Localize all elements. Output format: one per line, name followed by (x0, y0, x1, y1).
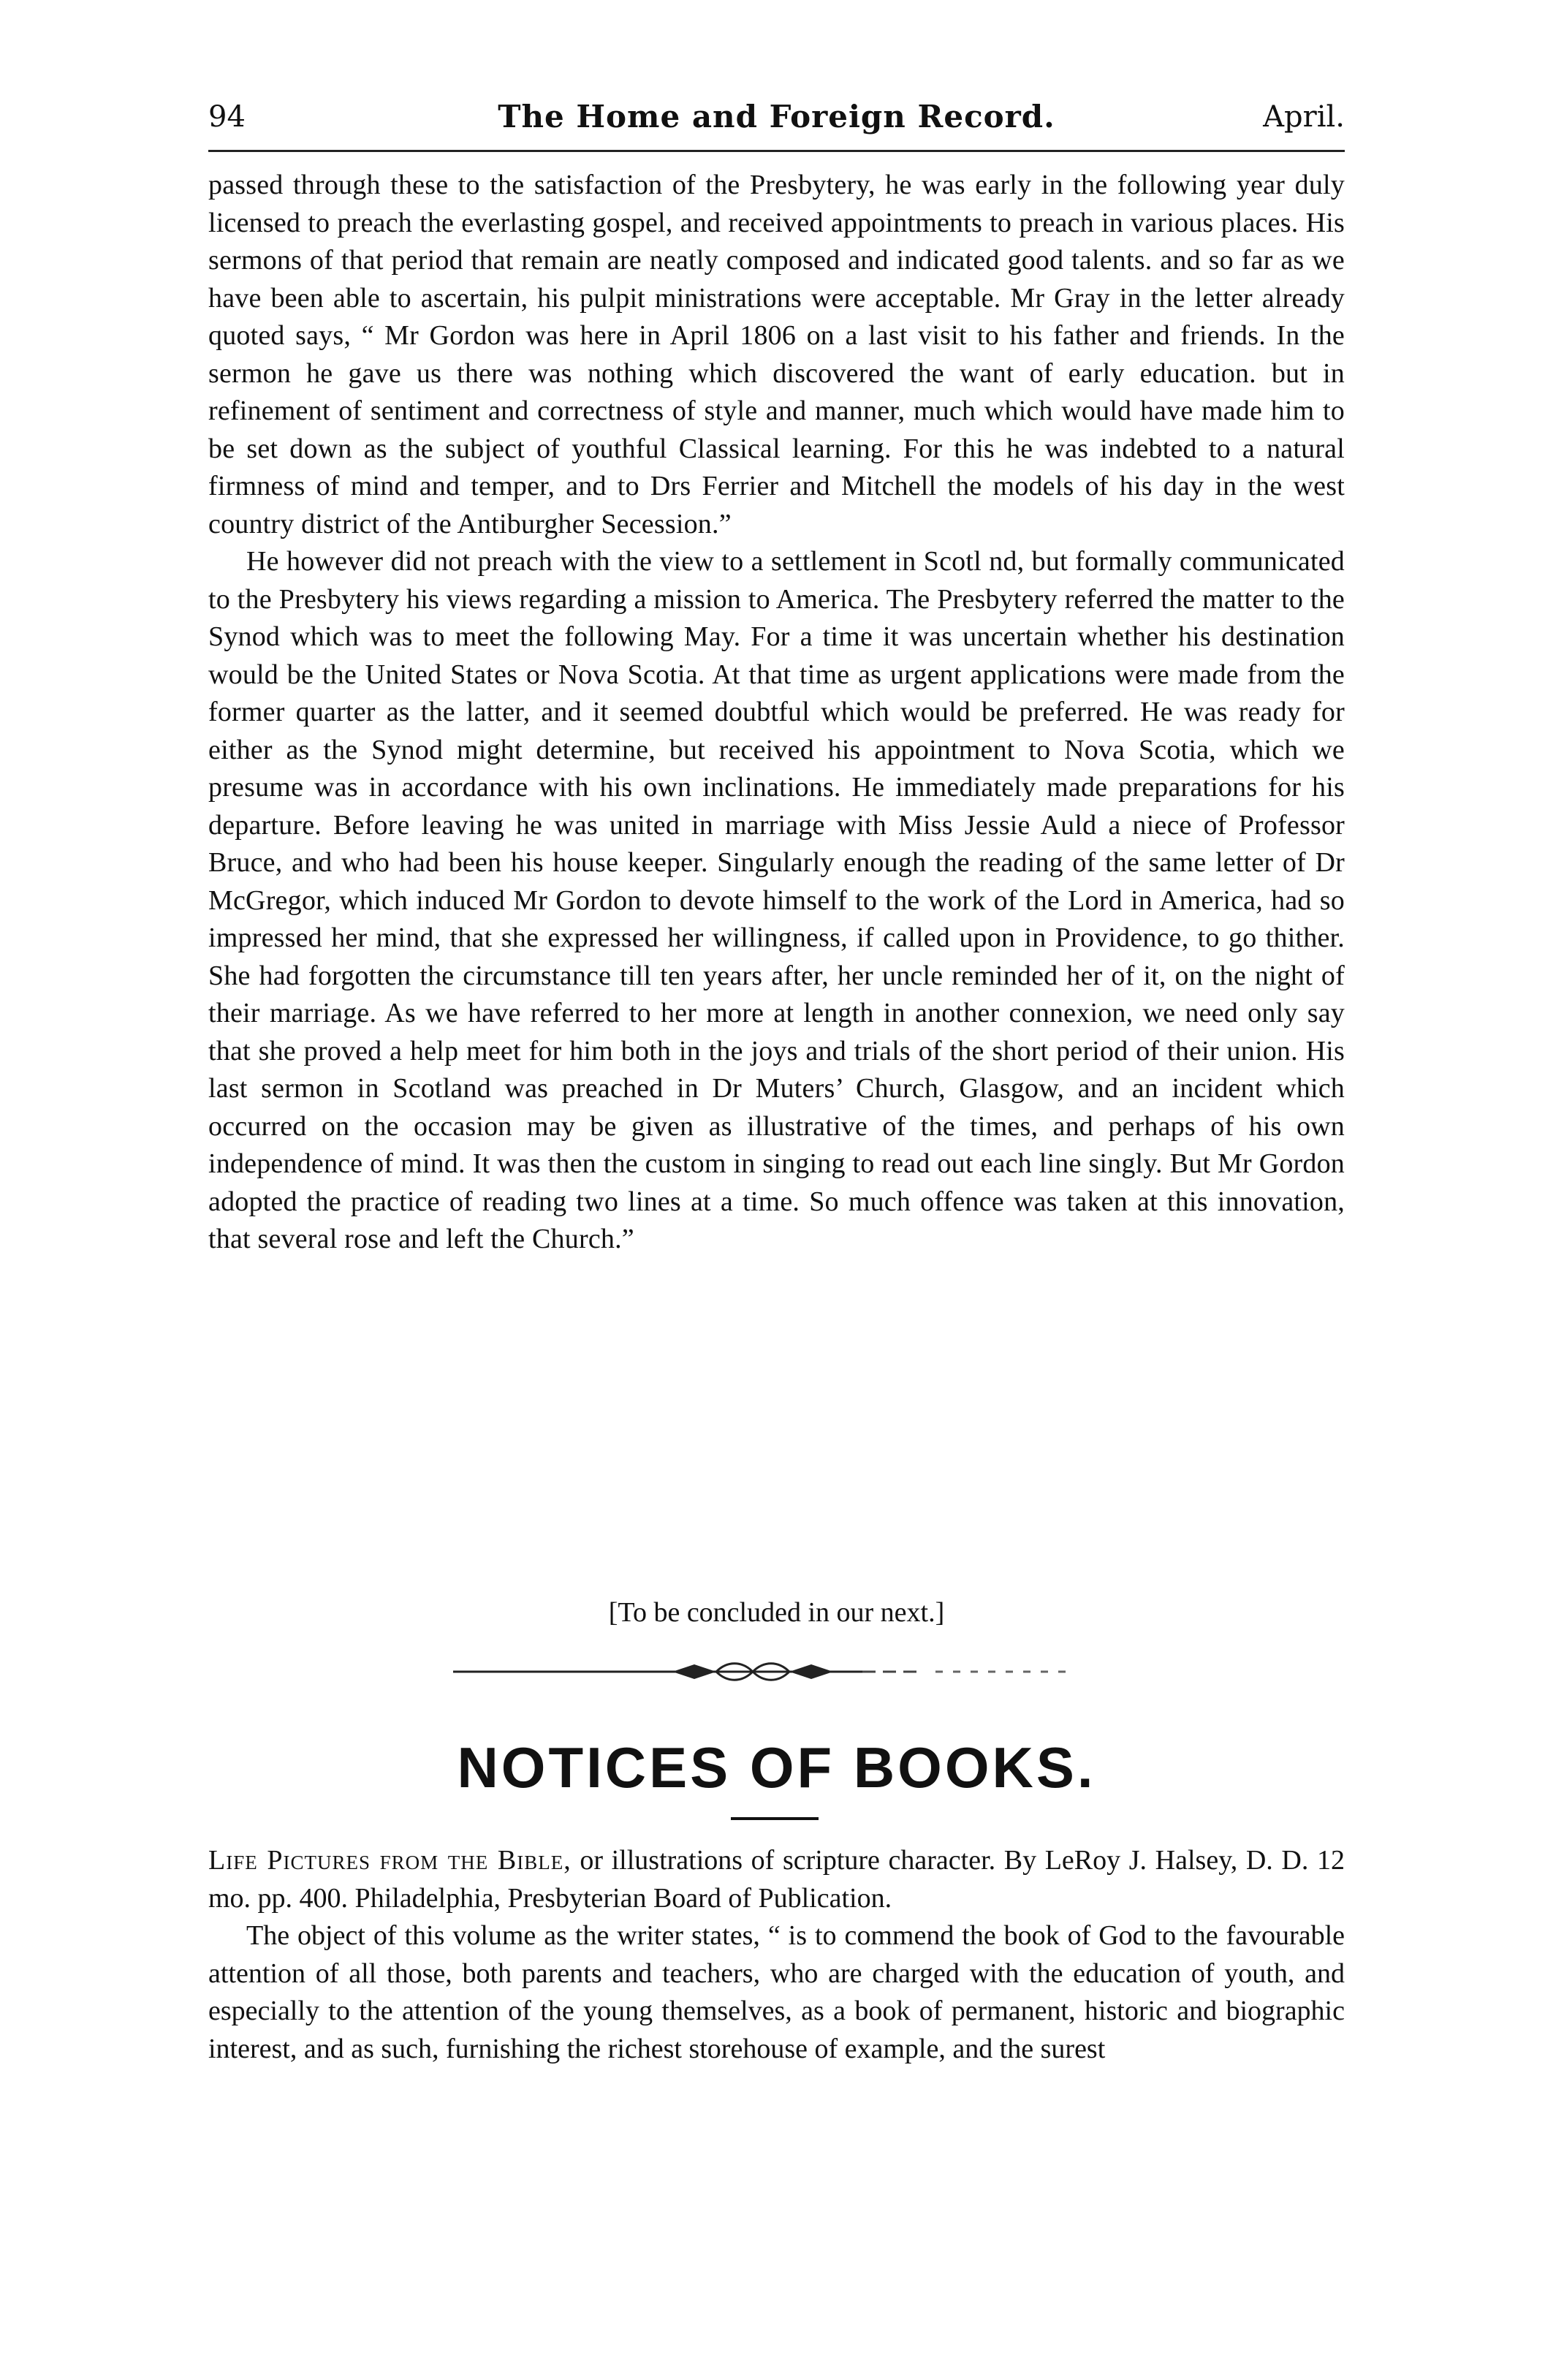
header-rule (208, 150, 1345, 152)
running-title: The Home and Foreign Record. (498, 99, 1055, 134)
book-entry (208, 1842, 1345, 1917)
book-details: or illustrations of scripture character. By LeRoy J. Halsey, D. D. 12 mo. pp. 400. Philadelphia, Presbyterian Board of Publication. (208, 1845, 1345, 1914)
continued-note: [To be concluded in our next.] (608, 1597, 945, 1628)
article-paragraph: He however did not preach with the view to a settlement in Scotl nd, but formally communicated to the Presbytery his views regarding a mission to America. The Presbytery referred the matter to the Synod which was to meet the following May. For a time it was uncertain whether his destination would be the United States or Nova Scotia. At that time as urgent applications were made from the former quarter as the latter, and it seemed doubtful which would be preferred. He was ready for either as the Synod might determine, but received his appointment to Nova Scotia, which we presume was in accordance with his own inclinations. He immediately made preparations for his departure. Before leaving he was united in marriage with Miss Jessie Auld a niece of Professor Bruce, and who had been his house keeper. Singularly enough the reading of the same letter of Dr McGregor, which induced Mr Gordon to devote himself to the work of the Lord in America, had so impressed her mind, that she expressed her willingness, if called upon in Providence, to go thither. She had forgotten the circumstance till ten years after, her uncle reminded her of it, on the night of their marriage. As we have referred to her more at length in another connexion, we need only say that she proved a help meet for him both in the joys and trials of the short period of their union. His last sermon in Scotland was preached in Dr Muters’ Church, Glasgow, and an incident which occurred on the occasion may be given as illustrative of the times, and perhaps of his own independence of mind. It was then the custom in singing to read out each line singly. But Mr Gordon adopted the practice of reading two lines at a time. So much offence was taken at this innovation, that several rose and left the Church.” (208, 546, 1345, 1254)
section-heading: NOTICES OF BOOKS. (457, 1735, 1096, 1800)
article-paragraph: passed through these to the satisfaction of the Presbytery, he was early in the following year duly licensed to preach the everlasting gospel, and received appointments to preach in various places. His sermons of that period that remain are neatly composed and indicated good talents. and so far as we have been able to ascertain, his pulpit ministrations were acceptable. Mr Gray in the letter already quoted says, “ Mr Gordon was here in April 1806 on a last visit to his father and friends. In the sermon he gave us there was nothing which discovered the want of early education. but in refinement of sentiment and correctness of style and manner, much which would have made him to be set down as the subject of youthful Classical learning. For this he was indebted to a natural firmness of mind and temper, and to Drs Ferrier and Mitchell the models of his day in the west country district of the Antiburgher Secession.” (208, 170, 1345, 539)
running-month: April. (1263, 100, 1345, 134)
article-body (208, 167, 1345, 1259)
ornament-divider (453, 1661, 1067, 1683)
page-header (208, 94, 1345, 140)
heading-rule (731, 1817, 819, 1820)
notice-paragraph: The object of this volume as the writer states, “ is to commend the book of God to the favourable attention of all those, both parents and teachers, who are charged with the education of youth, and especially to the attention of the young themselves, as a book of permanent, historic and biographic interest, and as such, furnishing the richest storehouse of example, and the surest (208, 1920, 1345, 2064)
book-title: Life Pictures from the Bible, (208, 1845, 572, 1876)
page-number: 94 (208, 100, 246, 134)
book-notices (208, 1842, 1345, 2068)
